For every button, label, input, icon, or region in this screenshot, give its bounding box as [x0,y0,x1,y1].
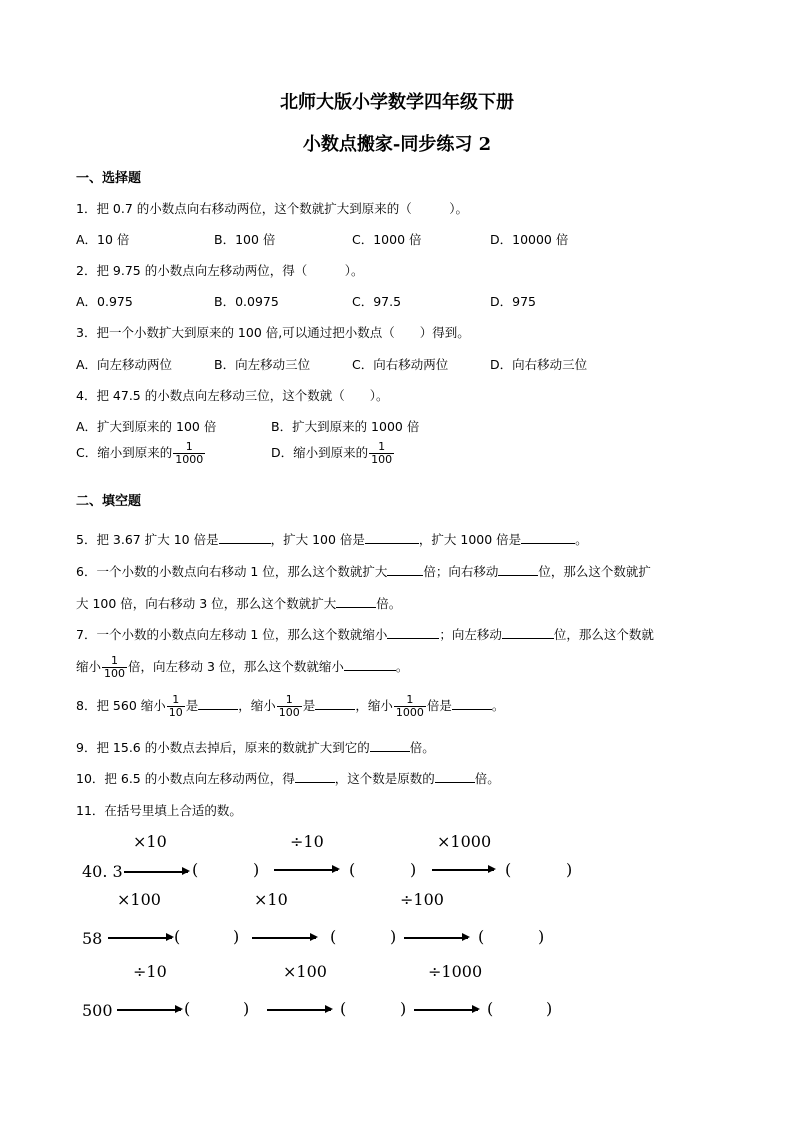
q7-text: 位，那么这个数就 [553,627,654,642]
arrow-icon [432,869,494,871]
answer-paren-close: ) [410,860,417,879]
question-3: 3．把一个小数扩大到原来的 100 倍,可以通过把小数点（ ）得到。 [76,325,470,340]
q7-text: 缩小 [76,659,102,674]
fraction-numerator: 1 [394,694,426,707]
start-number: 500 [82,1001,113,1020]
q5-text: ，扩大 100 倍是 [270,532,365,547]
answer-paren-open: ( [192,860,199,879]
q2-option-c: C．97.5 [352,294,402,309]
operation-label: ÷10 [290,832,324,851]
page-title: 北师大版小学数学四年级下册 [280,92,514,113]
fraction-numerator: 1 [102,655,127,668]
q10-text: ，这个数是原数的 [334,771,435,786]
q3-option-d: D．向右移动三位 [490,357,588,372]
q3-option-c: C．向右移动两位 [352,357,449,372]
q6-text: 大 100 倍，向右移动 3 位，那么这个数就扩大 [76,596,337,611]
q9-text: 9．把 15.6 的小数点去掉后，原来的数就扩大到它的 [76,740,370,755]
q4-option-d-text: D．缩小到原来的 [271,445,369,460]
question-2: 2．把 9.75 的小数点向左移动两位，得（ ）。 [76,263,364,278]
question-1: 1．把 0.7 的小数点向右移动两位，这个数就扩大到原来的（ ）。 [76,201,469,216]
question-6-line-1 [76,562,651,580]
fraction [394,694,426,719]
answer-paren-open: ( [330,927,337,946]
q8-text: 。 [491,698,505,713]
answer-blank[interactable] [336,595,376,608]
answer-paren-close: ) [400,999,407,1018]
answer-blank[interactable] [315,697,355,710]
arrow-icon [404,937,468,939]
answer-paren-close: ) [233,927,240,946]
answer-paren-close: ) [546,999,553,1018]
answer-paren-close: ) [566,860,573,879]
q4-option-b: B．扩大到原来的 1000 倍 [271,419,420,434]
arrow-icon [108,937,172,939]
operation-label: ÷1000 [428,962,483,981]
q4-option-a: A．扩大到原来的 100 倍 [76,419,217,434]
answer-paren-open: ( [184,999,191,1018]
fraction-denominator: 100 [278,706,300,719]
fraction [369,441,394,466]
operation-label: ×10 [254,890,288,909]
section-heading-fill: 二、填空题 [76,494,142,509]
q6-text: 倍；向右移动 [423,564,499,579]
fraction-numerator: 1 [369,441,394,454]
answer-blank[interactable] [370,739,410,752]
start-number: 40. 3 [82,862,123,881]
answer-paren-open: ( [174,927,181,946]
question-5 [76,530,588,548]
operation-label: ×100 [283,962,327,981]
q8-text: ，缩小 [355,698,393,713]
answer-blank[interactable] [198,697,238,710]
answer-paren-open: ( [349,860,356,879]
answer-blank[interactable] [387,626,439,639]
answer-paren-open: ( [478,927,485,946]
q8-text: ，缩小 [238,698,276,713]
question-11: 11．在括号里填上合适的数。 [76,803,242,818]
answer-paren-open: ( [487,999,494,1018]
fraction-denominator: 1000 [175,453,204,466]
answer-paren-close: ) [538,927,545,946]
q8-text: 倍是 [426,698,452,713]
q6-text: 6．一个小数的小数点向右移动 1 位，那么这个数就扩大 [76,564,388,579]
q8-text: 是 [185,698,199,713]
answer-paren-open: ( [340,999,347,1018]
q2-option-b: B．0.0975 [214,294,279,309]
answer-paren-close: ) [390,927,397,946]
start-number: 58 [82,929,103,948]
question-9 [76,738,435,756]
arrow-icon [267,1009,331,1011]
answer-blank[interactable] [344,658,396,671]
answer-blank[interactable] [498,563,538,576]
question-8 [76,694,504,719]
operation-label: ×10 [133,832,167,851]
q8-text: 8．把 560 缩小 [76,698,166,713]
fraction-numerator: 1 [173,441,205,454]
q5-text: 。 [575,532,588,547]
arrow-icon [414,1009,478,1011]
question-10 [76,769,500,787]
fraction [102,655,127,680]
q9-text: 倍。 [409,740,435,755]
q8-text: 是 [302,698,316,713]
q1-option-c: C．1000 倍 [352,232,422,247]
operation-label: ×1000 [437,832,492,851]
q2-option-a: A．0.975 [76,294,133,309]
q1-option-b: B．100 倍 [214,232,276,247]
section-heading-choice: 一、选择题 [76,171,142,186]
question-7-line-1 [76,625,654,643]
q4-option-c [76,441,206,466]
arrow-icon [252,937,316,939]
q6-text: 倍。 [376,596,402,611]
question-7-line-2 [76,655,408,680]
fraction-numerator: 1 [167,694,185,707]
answer-blank[interactable] [387,563,423,576]
q4-option-d [271,441,395,466]
arrow-icon [117,1009,181,1011]
q4-option-c-text: C．缩小到原来的 [76,445,173,460]
answer-blank[interactable] [435,770,475,783]
q7-text: ；向左移动 [439,627,502,642]
fraction [277,694,302,719]
question-4: 4．把 47.5 的小数点向左移动三位，这个数就（ ）。 [76,388,389,403]
q1-option-d: D．10000 倍 [490,232,569,247]
q3-option-a: A．向左移动两位 [76,357,173,372]
q10-text: 倍。 [474,771,500,786]
arrow-icon [124,871,188,873]
fraction-numerator: 1 [277,694,302,707]
q7-text: 。 [395,659,409,674]
operation-label: ×100 [117,890,161,909]
fraction-denominator: 1000 [395,706,424,719]
answer-blank[interactable] [521,531,575,544]
page-subtitle: 小数点搬家-同步练习 2 [302,134,492,155]
q7-text: 倍，向左移动 3 位，那么这个数就缩小 [128,659,344,674]
fraction [173,441,205,466]
q2-option-d: D．975 [490,294,536,309]
question-6-line-2 [76,594,401,612]
answer-blank[interactable] [452,697,492,710]
q1-option-a: A．10 倍 [76,232,130,247]
answer-blank[interactable] [295,770,335,783]
fraction-denominator: 100 [104,667,126,680]
q10-text: 10．把 6.5 的小数点向左移动两位，得 [76,771,295,786]
fraction [167,694,185,719]
q3-option-b: B．向左移动三位 [214,357,311,372]
answer-blank[interactable] [219,531,271,544]
operation-label: ÷10 [133,962,167,981]
q7-text: 7．一个小数的小数点向左移动 1 位，那么这个数就缩小 [76,627,388,642]
answer-paren-close: ) [253,860,260,879]
answer-paren-close: ) [243,999,250,1018]
arrow-icon [274,869,338,871]
operation-label: ÷100 [400,890,444,909]
answer-blank[interactable] [502,626,554,639]
fraction-denominator: 10 [168,706,183,719]
answer-blank[interactable] [365,531,419,544]
q5-text: 5．把 3.67 扩大 10 倍是 [76,532,219,547]
answer-paren-open: ( [505,860,512,879]
fraction-denominator: 100 [371,453,393,466]
q6-text: 位，那么这个数就扩 [538,564,651,579]
q5-text: ，扩大 1000 倍是 [418,532,522,547]
